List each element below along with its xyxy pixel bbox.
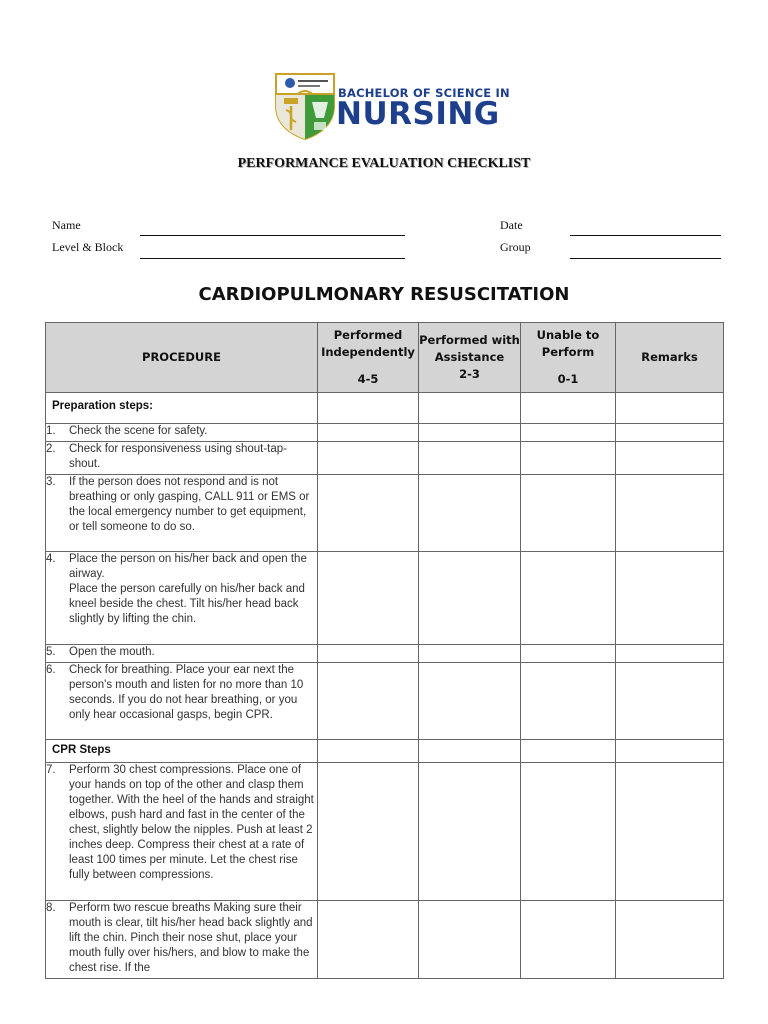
score-cell[interactable] (318, 901, 419, 979)
score-cell[interactable] (318, 475, 419, 552)
section-label: CPR Steps (46, 740, 318, 763)
score-cell[interactable] (318, 645, 419, 663)
score-cell[interactable] (521, 763, 616, 901)
section-row-preparation (46, 393, 724, 424)
step-number: 3. (46, 476, 56, 488)
score-cell[interactable] (521, 393, 616, 424)
step-number: 1. (46, 425, 56, 437)
step-number: 4. (46, 553, 56, 565)
table-row (46, 763, 724, 901)
step-text: Open the mouth. (69, 646, 155, 658)
score-cell[interactable] (419, 901, 521, 979)
score-cell[interactable] (318, 442, 419, 475)
name-field-line[interactable] (140, 235, 405, 236)
group-field-line[interactable] (570, 258, 721, 259)
name-label: Name (52, 218, 81, 232)
remarks-cell[interactable] (616, 663, 724, 740)
score-cell[interactable] (318, 740, 419, 763)
header-remarks: Remarks (616, 323, 724, 393)
score-cell[interactable] (521, 475, 616, 552)
remarks-cell[interactable] (616, 393, 724, 424)
score-cell[interactable] (318, 424, 419, 442)
step-text: Place the person on his/her back and open the airway. (69, 553, 307, 580)
table-row (46, 645, 724, 663)
table-row (46, 552, 724, 645)
score-cell[interactable] (419, 442, 521, 475)
checklist-title: PERFORMANCE EVALUATION CHECKLIST (237, 156, 531, 171)
score-cell[interactable] (419, 663, 521, 740)
program-logo (274, 72, 510, 142)
step-number: 7. (46, 764, 56, 776)
procedure-title: CARDIOPULMONARY RESUSCITATION (198, 284, 570, 305)
header-procedure: PROCEDURE (46, 323, 318, 393)
header-performed-with-assistance: Performed with Assistance 2-3 (419, 323, 521, 393)
remarks-cell[interactable] (616, 424, 724, 442)
score-cell[interactable] (419, 552, 521, 645)
level-block-label: Level & Block (52, 240, 124, 254)
step-text: Perform two rescue breaths Making sure their mouth is clear, tilt his/her head back slightly and lift the chin. Pinch their nose shut, place your mouth fully over his/hers, and blow to make the chest rise. If the (69, 902, 313, 974)
shield-emblem-icon (274, 72, 336, 140)
step-text: Check for breathing. Place your ear next the person's mouth and listen for no more than 10 seconds. If you do not hear breathing, or you only hear occasional gasps, begin CPR. (69, 664, 304, 721)
level-block-field-line[interactable] (140, 258, 405, 259)
score-cell[interactable] (419, 763, 521, 901)
date-label: Date (500, 218, 523, 232)
step-number: 5. (46, 646, 56, 658)
table-row (46, 475, 724, 552)
logo-text-main: NURSING (336, 96, 500, 132)
group-label: Group (500, 240, 531, 254)
score-cell[interactable] (419, 475, 521, 552)
table-row (46, 663, 724, 740)
score-cell[interactable] (521, 442, 616, 475)
date-field-line[interactable] (570, 235, 721, 236)
remarks-cell[interactable] (616, 442, 724, 475)
logo-text-top: BACHELOR OF SCIENCE IN (338, 86, 510, 100)
section-row-cpr (46, 740, 724, 763)
table-row (46, 901, 724, 979)
score-cell[interactable] (419, 424, 521, 442)
table-row (46, 424, 724, 442)
score-cell[interactable] (419, 740, 521, 763)
score-cell[interactable] (318, 393, 419, 424)
step-text-detail: Place the person carefully on his/her back and kneel beside the chest. Tilt his/her head back slightly by lifting the chin. (69, 583, 305, 625)
score-cell[interactable] (521, 552, 616, 645)
remarks-cell[interactable] (616, 740, 724, 763)
remarks-cell[interactable] (616, 475, 724, 552)
score-cell[interactable] (521, 645, 616, 663)
step-number: 8. (46, 902, 56, 914)
score-cell[interactable] (521, 740, 616, 763)
score-cell[interactable] (521, 901, 616, 979)
remarks-cell[interactable] (616, 552, 724, 645)
remarks-cell[interactable] (616, 901, 724, 979)
score-cell[interactable] (521, 424, 616, 442)
evaluation-table (45, 322, 724, 979)
header-unable-to-perform: Unable to Perform 0-1 (521, 323, 616, 393)
score-cell[interactable] (318, 552, 419, 645)
table-header-row (46, 323, 724, 393)
step-text: If the person does not respond and is not breathing or only gasping, CALL 911 or EMS or the local emergency number to get equipment, or tell someone to do so. (69, 476, 310, 533)
section-label: Preparation steps: (46, 393, 318, 424)
remarks-cell[interactable] (616, 763, 724, 901)
score-cell[interactable] (419, 393, 521, 424)
step-text: Check the scene for safety. (69, 425, 208, 437)
score-cell[interactable] (419, 645, 521, 663)
table-row (46, 442, 724, 475)
step-text: Check for responsiveness using shout-tap-shout. (69, 443, 287, 470)
score-cell[interactable] (521, 663, 616, 740)
step-text: Perform 30 chest compressions. Place one of your hands on top of the other and clasp them together. With the heel of the hands and straight elbows, push hard and fast in the center of the chest, slightly below the nipples. Push at least 2 inches deep. Compress their chest at a rate of least 100 times per minute. Let the chest rise fully between compressions. (69, 764, 314, 881)
step-number: 6. (46, 664, 56, 676)
remarks-cell[interactable] (616, 645, 724, 663)
score-cell[interactable] (318, 663, 419, 740)
score-cell[interactable] (318, 763, 419, 901)
step-number: 2. (46, 443, 56, 455)
header-performed-independently: Performed Independently 4-5 (318, 323, 419, 393)
